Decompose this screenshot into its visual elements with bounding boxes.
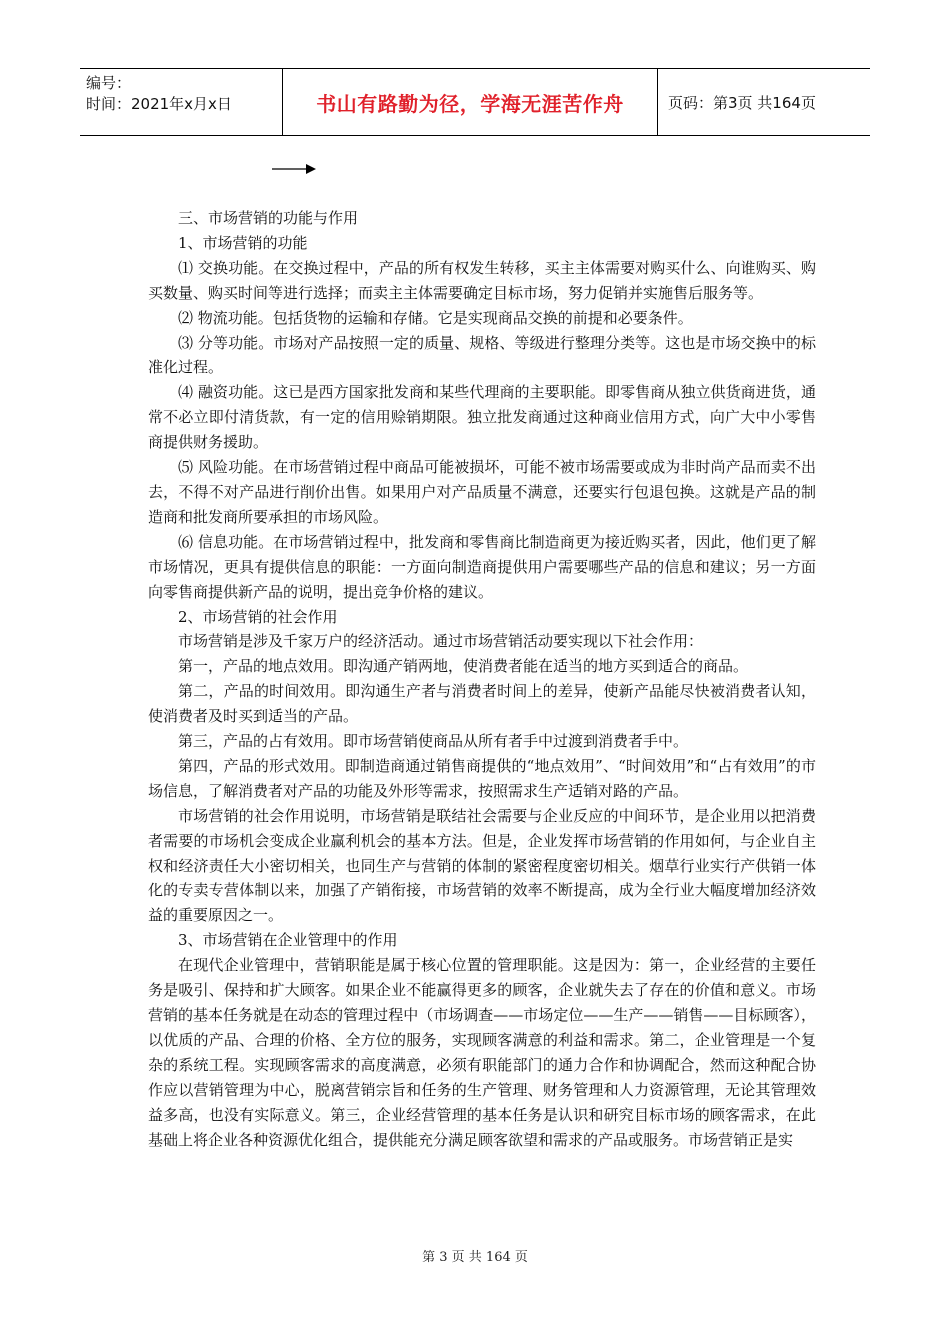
document-number: 编号：: [86, 74, 132, 92]
page-footer: 第 3 页 共 164 页: [422, 1250, 528, 1265]
subsection-heading: 2、市场营销的社会作用: [178, 607, 338, 626]
body-paragraph: 第一，产品的地点效用。即沟通产销两地，使消费者能在适当的地方买到适合的商品。: [178, 657, 749, 676]
body-paragraph: 在现代企业管理中，营销职能是属于核心位置的管理职能。这是因为：第一，企业经营的主要任务是吸引、保持和扩大顾客。如果企业不能赢得更多的顾客，企业就失去了存在的价值和意义。市场营销的基本任务就是在动态的管理过程中（市场调查——市场定位——生产——销售——目标顾客），以优质的产品、合理的价格、全方位的服务，实现顾客满意的利益和需求。第二，企业管理是一个复杂的系统工程。实现顾客需求的高度满意，必须有职能部门的通力合作和协调配合，然而这种配合协作应以营销管理为中心，脱离营销宗旨和任务的生产管理、财务管理和人力资源管理，无论其管理效益多高，也没有实际意义。第三，企业经营管理的基本任务是认识和研究目标市场的顾客需求，在此基础上将企业各种资源优化组合，提供能充分满足顾客欲望和需求的产品或服务。市场营销正是实: [148, 956, 816, 1149]
body-paragraph: ⑹ 信息功能。在市场营销过程中，批发商和零售商比制造商更为接近购买者，因此，他们更了解市场情况，更具有提供信息的职能：一方面向制造商提供用户需要哪些产品的信息和建议；另一方面向零售商提供新产品的说明，提出竞争价格的建议。: [148, 532, 816, 601]
body-paragraph: ⑶ 分等功能。市场对产品按照一定的质量、规格、等级进行整理分类等。这也是市场交换中的标准化过程。: [148, 333, 816, 377]
page-header: [80, 68, 870, 136]
body-paragraph: 第三，产品的占有效用。即市场营销使商品从所有者手中过渡到消费者手中。: [178, 732, 689, 751]
header-meta: [80, 69, 283, 135]
section-heading: 三、市场营销的功能与作用: [178, 209, 359, 227]
body-paragraph: 第四，产品的形式效用。即制造商通过销售商提供的“地点效用”、“时间效用”和“占有效用”的市场信息，了解消费者对产品的功能及外形等需求，按照需求生产适销对路的产品。: [148, 756, 816, 800]
header-page-info: 页码：第3页 共164页: [668, 93, 816, 112]
subsection-heading: 1、市场营销的功能: [178, 233, 308, 252]
header-motto: 书山有路勤为径，学海无涯苦作舟: [283, 69, 658, 135]
body-paragraph: 市场营销是涉及千家万户的经济活动。通过市场营销活动要实现以下社会作用：: [178, 632, 704, 651]
body-paragraph: ⑷ 融资功能。这已是西方国家批发商和某些代理商的主要职能。即零售商从独立供货商进货，通常不必立即付清货款，有一定的信用赊销期限。独立批发商通过这种商业信用方式，向广大中小零售商提供财务援助。: [148, 383, 816, 452]
body-paragraph: ⑵ 物流功能。包括货物的运输和存储。它是实现商品交换的前提和必要条件。: [178, 308, 693, 327]
body-paragraph: ⑴ 交换功能。在交换过程中，产品的所有权发生转移，买主主体需要对购买什么、向谁购买、购买数量、购买时间等进行选择；而卖主主体需要确定目标市场，努力促销并实施售后服务等。: [148, 258, 816, 302]
arrow-right-icon: [272, 160, 316, 178]
document-body: [148, 206, 816, 1152]
body-paragraph: 第二，产品的时间效用。即沟通生产者与消费者时间上的差异，使新产品能尽快被消费者认知，使消费者及时买到适当的产品。: [148, 682, 816, 726]
document-date: 时间：2021年x月x日: [86, 95, 232, 113]
body-paragraph: ⑸ 风险功能。在市场营销过程中商品可能被损坏，可能不被市场需要或成为非时尚产品而卖不出去，不得不对产品进行削价出售。如果用户对产品质量不满意，还要实行包退包换。这就是产品的制造商和批发商所要承担的市场风险。: [148, 458, 816, 526]
subsection-heading: 3、市场营销在企业管理中的作用: [178, 931, 398, 950]
body-paragraph: 市场营销的社会作用说明，市场营销是联结社会需要与企业反应的中间环节，是企业用以把消费者需要的市场机会变成企业赢利机会的基本方法。但是，企业发挥市场营销的作用如何，与企业自主权和经济责任大小密切相关，也同生产与营销的体制的紧密程度密切相关。烟草行业实行产供销一体化的专卖专营体制以来，加强了产销衔接，市场营销的效率不断提高，成为全行业大幅度增加经济效益的重要原因之一。: [148, 806, 816, 925]
